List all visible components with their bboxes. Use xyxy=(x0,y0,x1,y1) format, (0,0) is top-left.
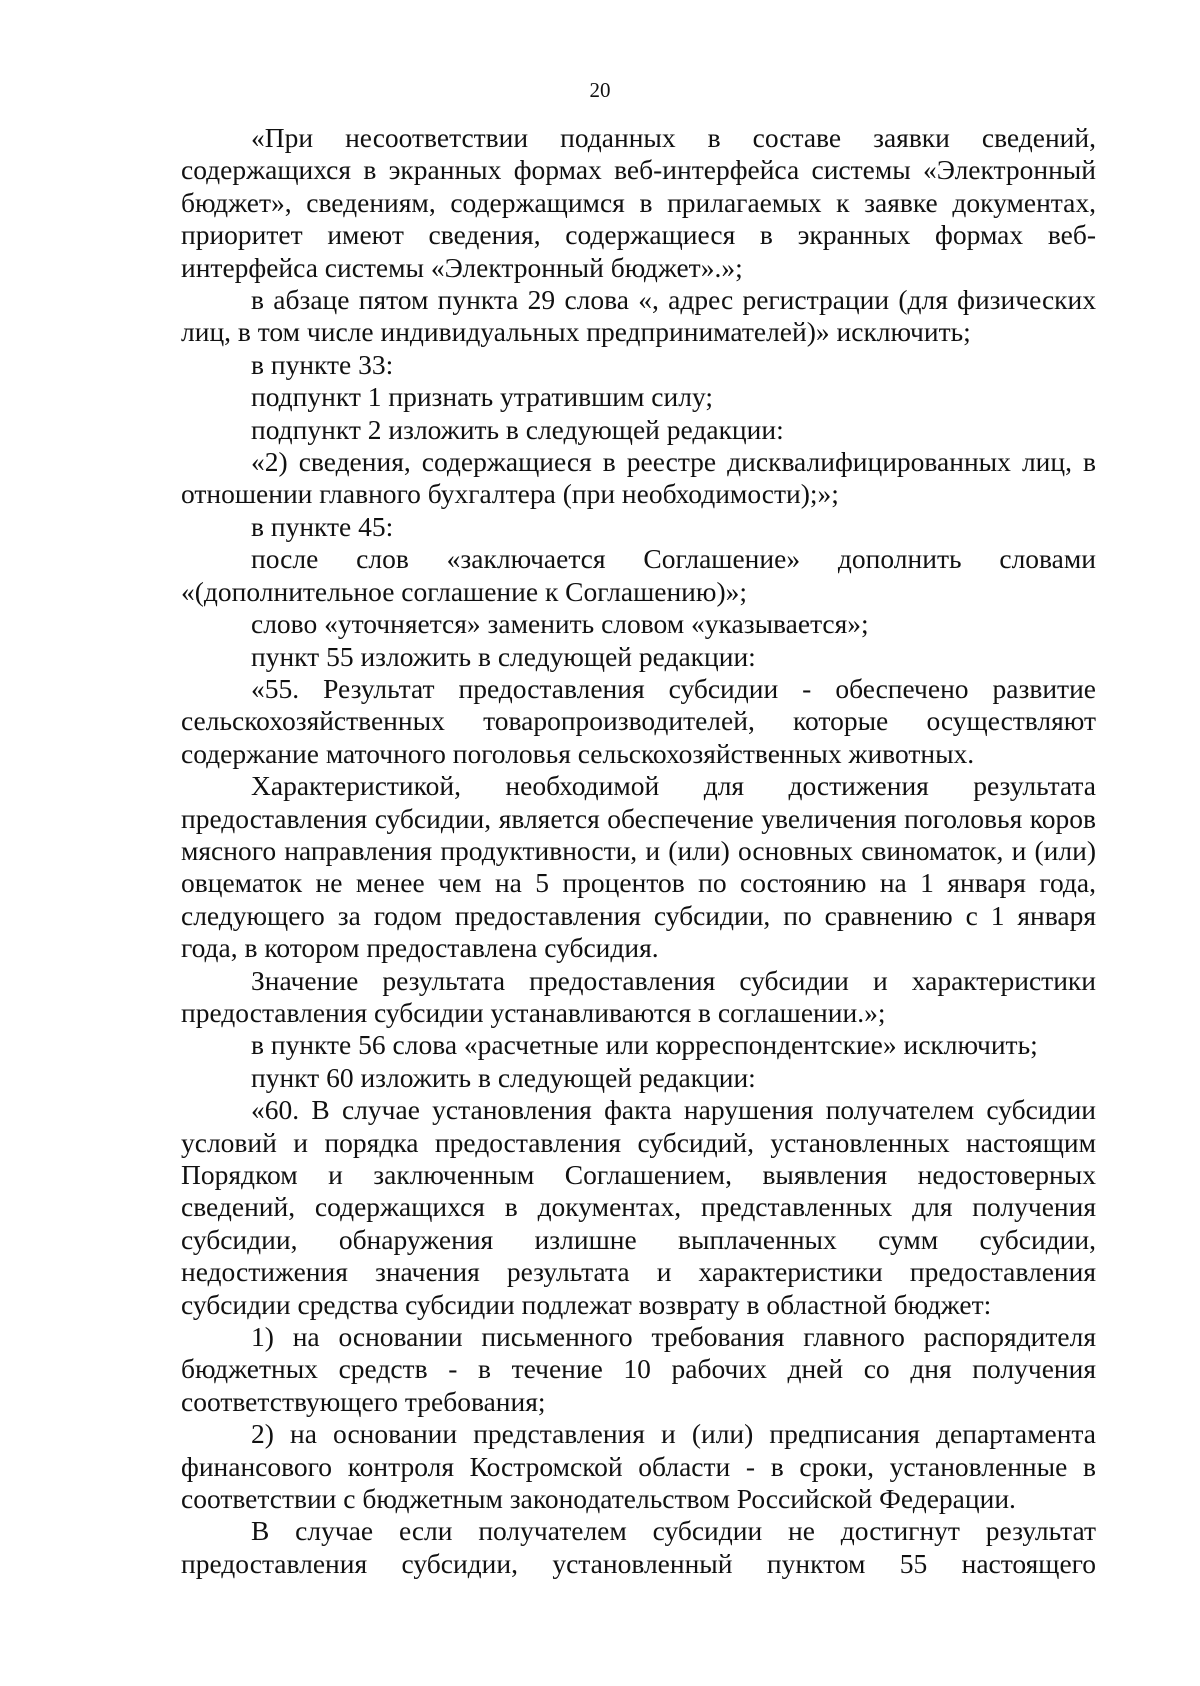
paragraph: пункт 60 изложить в следующей редакции: xyxy=(251,1061,756,1093)
paragraph: 2) на основании представления и (или) предписания департамента финансового контроля Костромской области - в сроки, установленные в соответствии с бюджетным законодательством Российской Федерации. xyxy=(181,1418,1096,1515)
paragraph: слово «уточняется» заменить словом «указывается»; xyxy=(251,608,869,640)
paragraph: пункт 55 изложить в следующей редакции: xyxy=(251,640,756,672)
paragraph: В случае если получателем субсидии не достигнут результат предоставления субсидии, установленный пунктом 55 настоящего xyxy=(181,1515,1096,1579)
paragraph: «2) сведения, содержащиеся в реестре дисквалифицированных лиц, в отношении главного бухгалтера (при необходимости);»; xyxy=(181,446,1096,510)
paragraph: в пункте 45: xyxy=(251,510,394,542)
paragraph: в пункте 56 слова «расчетные или корреспондентские» исключить; xyxy=(251,1029,1038,1061)
paragraph: «60. В случае установления факта нарушения получателем субсидии условий и порядка предоставления субсидий, установленных настоящим Порядком и заключенным Соглашением, выявления недостоверных сведений, содержащихся в документах, представленных для получения субсидии, обнаружения излишне выплаченных сумм субсидии, недостижения значения результата и характеристики предоставления субсидии средства субсидии подлежат возврату в областной бюджет: xyxy=(181,1094,1096,1320)
paragraph: Значение результата предоставления субсидии и характеристики предоставления субсидии устанавливаются в соглашении.»; xyxy=(181,964,1096,1028)
paragraph: «55. Результат предоставления субсидии - обеспечено развитие сельскохозяйственных товаропроизводителей, которые осуществляют содержание маточного поголовья сельскохозяйственных животных. xyxy=(181,672,1096,769)
paragraph: 1) на основании письменного требования главного распорядителя бюджетных средств - в течение 10 рабочих дней со дня получения соответствующего требования; xyxy=(181,1321,1096,1417)
paragraph: в абзаце пятом пункта 29 слова «, адрес регистрации (для физических лиц, в том числе индивидуальных предпринимателей)» исключить; xyxy=(181,284,1096,348)
paragraph: «При несоответствии поданных в составе заявки сведений, содержащихся в экранных формах веб-интерфейса системы «Электронный бюджет», сведениям, содержащимся в прилагаемых к заявке документах, приоритет имеют сведения, содержащиеся в экранных формах веб-интерфейса системы «Электронный бюджет».»; xyxy=(181,122,1096,283)
paragraph: в пункте 33: xyxy=(251,348,394,380)
page-number: 20 xyxy=(589,78,611,102)
paragraph: после слов «заключается Соглашение» дополнить словами «(дополнительное соглашение к Соглашению)»; xyxy=(181,543,1096,607)
paragraph: подпункт 2 изложить в следующей редакции: xyxy=(251,413,784,445)
paragraph: Характеристикой, необходимой для достижения результата предоставления субсидии, является обеспечение увеличения поголовья коров мясного направления продуктивности, и (или) основных свиноматок, и (или) овцематок не менее чем на 5 процентов по состоянию на 1 января года, следующего за годом предоставления субсидии, по сравнению с 1 января года, в котором предоставлена субсидия. xyxy=(181,770,1096,964)
paragraph: подпункт 1 признать утратившим силу; xyxy=(251,381,713,413)
document-body xyxy=(181,122,1096,1580)
